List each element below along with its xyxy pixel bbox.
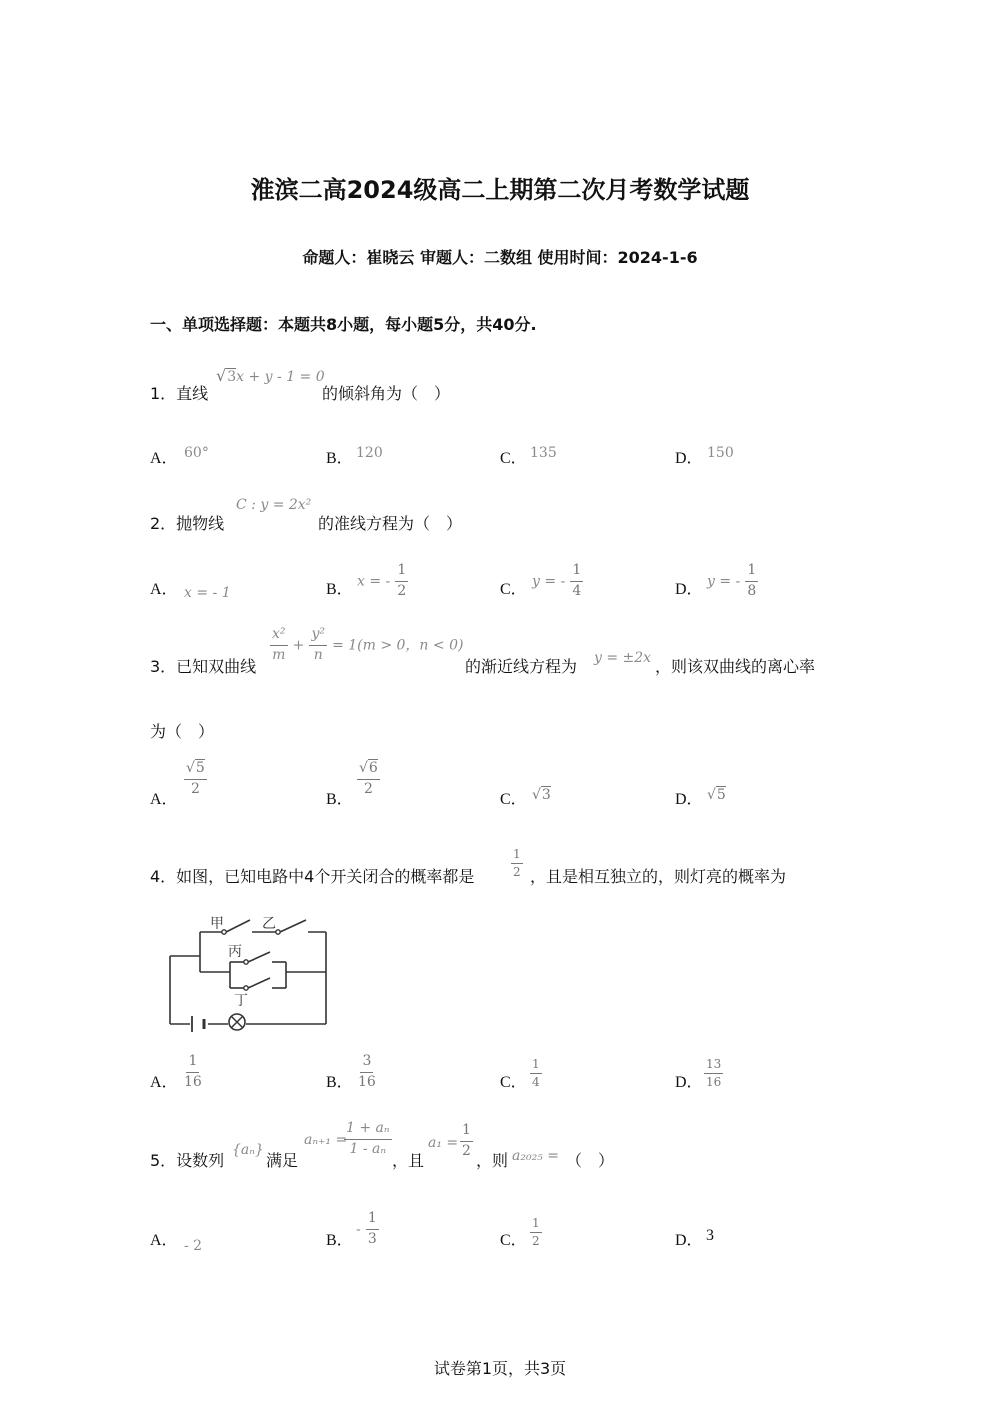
q2-formula: C : y = 2x²	[236, 497, 312, 513]
q1-option-c-label[interactable]: C．	[500, 450, 527, 467]
q3-tail: ，则该双曲线的离心率	[655, 657, 816, 676]
q5-a2025: a₂₀₂₅ =	[512, 1148, 559, 1164]
q3-hyperbola-formula: $\frac{\text{x²}}{m}$ + $\frac{\text{y²}}{n}$ = 1(m > 0，n < 0)	[272, 626, 464, 663]
q5-tail: （ ）	[566, 1151, 615, 1170]
q5-option-b-value: - $\frac{1}{3}$	[356, 1210, 377, 1247]
q1-tail: 的倾斜角为（ ）	[322, 384, 451, 403]
q3-line2: 为（ ）	[150, 722, 215, 741]
q3-mid: 的渐近线方程为	[465, 657, 578, 676]
q5-option-d-label[interactable]: D．	[675, 1232, 703, 1249]
q4-option-c-label[interactable]: C．	[500, 1074, 527, 1091]
q2-option-a-label[interactable]: A．	[150, 581, 178, 598]
q2-option-b-label[interactable]: B．	[326, 581, 353, 598]
q5-and: ，且	[392, 1151, 425, 1170]
q5-sequence: {aₙ}	[232, 1142, 264, 1158]
q3-option-c-value: √3	[532, 787, 551, 803]
q5-number: 5．设数列	[150, 1151, 225, 1170]
q4-probability: $\frac{1}{2}$	[513, 847, 521, 879]
q2-option-c-label[interactable]: C．	[500, 581, 527, 598]
q4-option-a-value: $\frac{1}{16}$	[184, 1053, 202, 1090]
circuit-diagram	[160, 905, 340, 1035]
q3-option-b-value: $\frac{√6}{2}$	[359, 760, 378, 797]
q1-option-d-value: 150	[707, 445, 734, 461]
switch-yi-label: 乙	[262, 916, 276, 932]
q1-option-c-value: 135	[530, 445, 557, 461]
q5-option-a-label[interactable]: A．	[150, 1232, 178, 1249]
q5-option-c-label[interactable]: C．	[500, 1232, 527, 1249]
section-heading: 一、单项选择题：本题共8小题，每小题5分，共40分.	[150, 315, 537, 334]
exam-subtitle: 命题人：崔晓云 审题人：二数组 使用时间：2024-1-6	[302, 248, 698, 267]
q1-number: 1．直线	[150, 384, 209, 403]
q5-a1: a₁ =	[428, 1135, 459, 1151]
q1-formula: √3x + y - 1 = 0	[216, 366, 325, 385]
q5-option-a-value: - 2	[184, 1238, 203, 1254]
q3-option-a-value: $\frac{√5}{2}$	[186, 760, 205, 797]
q3-option-d-label[interactable]: D．	[675, 791, 703, 808]
q3-option-b-label[interactable]: B．	[326, 791, 353, 808]
q3-option-a-label[interactable]: A．	[150, 791, 178, 808]
q4-option-d-label[interactable]: D．	[675, 1074, 703, 1091]
q5-option-b-label[interactable]: B．	[326, 1232, 353, 1249]
q1-option-d-label[interactable]: D．	[675, 450, 703, 467]
q3-option-d-value: √5	[707, 787, 726, 803]
q5-a1-fraction: $\frac{1}{2}$	[462, 1122, 471, 1159]
q5-option-c-value: $\frac{1}{2}$	[532, 1216, 540, 1248]
exam-title: 淮滨二高2024级高二上期第二次月考数学试题	[250, 176, 750, 204]
q1-option-b-value: 120	[356, 445, 383, 461]
q2-option-b-value: x = - $\frac{1}{2}$	[357, 562, 407, 599]
q1-option-a-value: 60°	[184, 445, 209, 461]
page-footer: 试卷第1页，共3页	[433, 1359, 567, 1378]
q4-tail: ，且是相互独立的，则灯亮的概率为	[530, 867, 787, 886]
q2-option-a-value: x = - 1	[184, 585, 231, 601]
q4-option-b-value: $\frac{3}{16}$	[358, 1053, 376, 1090]
switch-jia-label: 甲	[210, 916, 224, 932]
q2-option-c-value: y = - $\frac{1}{4}$	[532, 562, 582, 599]
q5-satisfy: 满足	[266, 1151, 299, 1170]
q3-asymptote: y = ±2x	[594, 650, 652, 666]
q2-option-d-label[interactable]: D．	[675, 581, 703, 598]
q5-then: ，则	[476, 1151, 509, 1170]
q5-recurrence-fraction: $\frac{\text{1 + aₙ}}{\text{1 - aₙ}}$	[346, 1120, 390, 1157]
q4-option-a-label[interactable]: A．	[150, 1074, 178, 1091]
q1-option-a-label[interactable]: A．	[150, 450, 178, 467]
q5-lhs: aₙ₊₁ =	[304, 1132, 348, 1148]
q4-option-d-value: $\frac{13}{16}$	[706, 1057, 722, 1089]
switch-ding-label: 丁	[234, 993, 248, 1009]
q2-option-d-value: y = - $\frac{1}{8}$	[707, 562, 757, 599]
q4-option-c-value: $\frac{1}{4}$	[532, 1057, 540, 1089]
q4-option-b-label[interactable]: B．	[326, 1074, 353, 1091]
q1-option-b-label[interactable]: B．	[326, 450, 353, 467]
switch-bing-label: 丙	[228, 944, 242, 960]
q3-option-c-label[interactable]: C．	[500, 791, 527, 808]
q4-number: 4．如图，已知电路中4个开关闭合的概率都是	[150, 867, 475, 886]
q3-number: 3．已知双曲线	[150, 657, 257, 676]
q2-number: 2．抛物线	[150, 514, 225, 533]
q2-tail: 的准线方程为（ ）	[318, 514, 463, 533]
q5-option-d-value: 3	[706, 1227, 714, 1244]
